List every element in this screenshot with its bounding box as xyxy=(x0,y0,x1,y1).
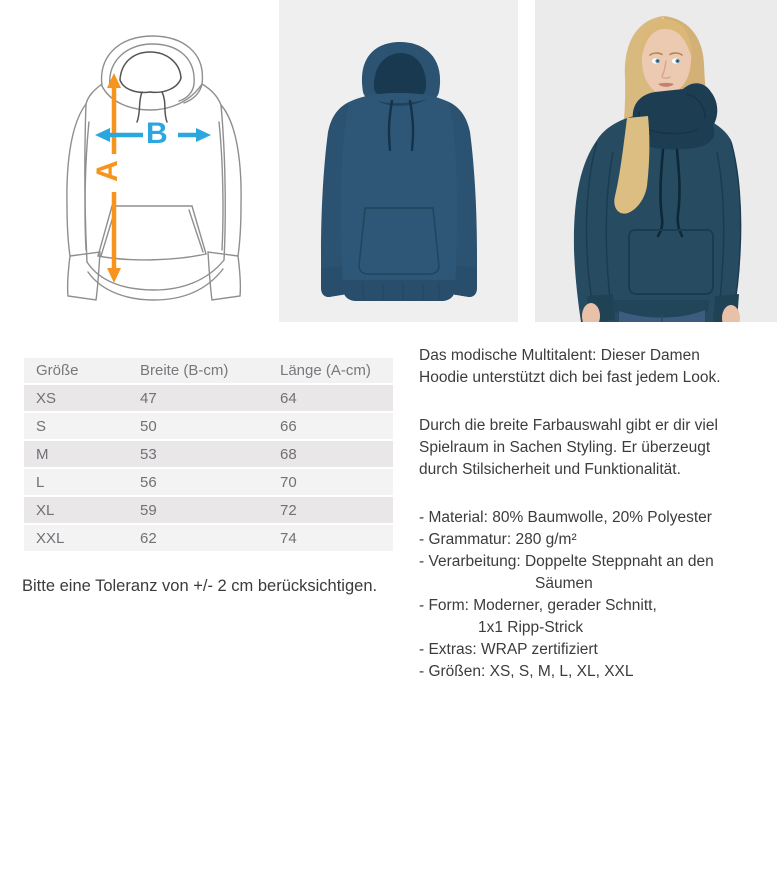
table-row-s xyxy=(24,413,393,439)
description-styling xyxy=(419,415,771,481)
description-intro xyxy=(419,345,771,389)
spec-form: - Form: Moderner, gerader Schnitt, xyxy=(419,597,657,614)
header-groesse: Größe xyxy=(36,362,79,379)
product-description xyxy=(419,345,771,709)
cell-breite: 56 xyxy=(140,473,157,491)
cell-breite: 59 xyxy=(140,501,157,519)
header-breite: Breite (B-cm) xyxy=(140,362,229,379)
spec-verarbeitung: - Verarbeitung: Doppelte Steppnaht an den xyxy=(419,553,714,570)
flat-hoodie-image xyxy=(279,0,518,322)
cell-breite: 62 xyxy=(140,529,157,547)
cell-laenge: 66 xyxy=(280,417,297,435)
spec-extras: - Extras: WRAP zertifiziert xyxy=(419,641,598,658)
spec-verarbeitung-cont: Säumen xyxy=(535,575,593,592)
description-specs xyxy=(419,507,771,683)
styling-line: durch Stilsicherheit und Funktionalität. xyxy=(419,461,681,478)
cell-breite: 47 xyxy=(140,389,157,407)
cell-size: XL xyxy=(36,501,55,519)
table-row-xxl xyxy=(24,525,393,551)
cell-size: S xyxy=(36,417,47,435)
product-photo-model xyxy=(535,0,777,322)
size-table xyxy=(24,358,393,551)
hoodie-outline-drawing xyxy=(40,10,280,310)
cell-laenge: 64 xyxy=(280,389,297,407)
label-a-length: A xyxy=(90,160,124,182)
cell-size: XS xyxy=(36,389,57,407)
table-row-xs xyxy=(24,385,393,411)
cell-breite: 50 xyxy=(140,417,157,435)
model-wearing-hoodie-image xyxy=(535,0,777,322)
styling-line: Durch die breite Farbauswahl gibt er dir viel xyxy=(419,417,718,434)
spec-groessen: - Größen: XS, S, M, L, XL, XXL xyxy=(419,663,634,680)
intro-line: Hoodie unterstützt dich bei fast jedem Look. xyxy=(419,369,721,386)
cell-size: L xyxy=(36,473,45,491)
spec-material: - Material: 80% Baumwolle, 20% Polyester xyxy=(419,509,712,526)
label-b-width: B xyxy=(146,117,168,150)
cell-size: M xyxy=(36,445,49,463)
intro-line: Das modische Multitalent: Dieser Damen xyxy=(419,347,700,364)
cell-laenge: 70 xyxy=(280,473,297,491)
cell-size: XXL xyxy=(36,529,65,547)
cell-laenge: 74 xyxy=(280,529,297,547)
size-diagram xyxy=(40,10,280,310)
product-photo-flat xyxy=(279,0,518,322)
hood-opening-sketch xyxy=(120,52,181,122)
table-row-xl xyxy=(24,497,393,523)
table-row-m xyxy=(24,441,393,467)
cell-laenge: 68 xyxy=(280,445,297,463)
styling-line: Spielraum in Sachen Styling. Er überzeugt xyxy=(419,439,711,456)
tolerance-note: Bitte eine Toleranz von +/- 2 cm berücksichtigen. xyxy=(22,577,378,595)
spec-grammatur: - Grammatur: 280 g/m² xyxy=(419,531,577,548)
size-table-header-row xyxy=(24,358,393,383)
cell-breite: 53 xyxy=(140,445,157,463)
table-row-l xyxy=(24,469,393,495)
spec-form-cont: 1x1 Ripp-Strick xyxy=(478,619,584,636)
cell-laenge: 72 xyxy=(280,501,297,519)
header-laenge: Länge (A-cm) xyxy=(280,362,371,379)
